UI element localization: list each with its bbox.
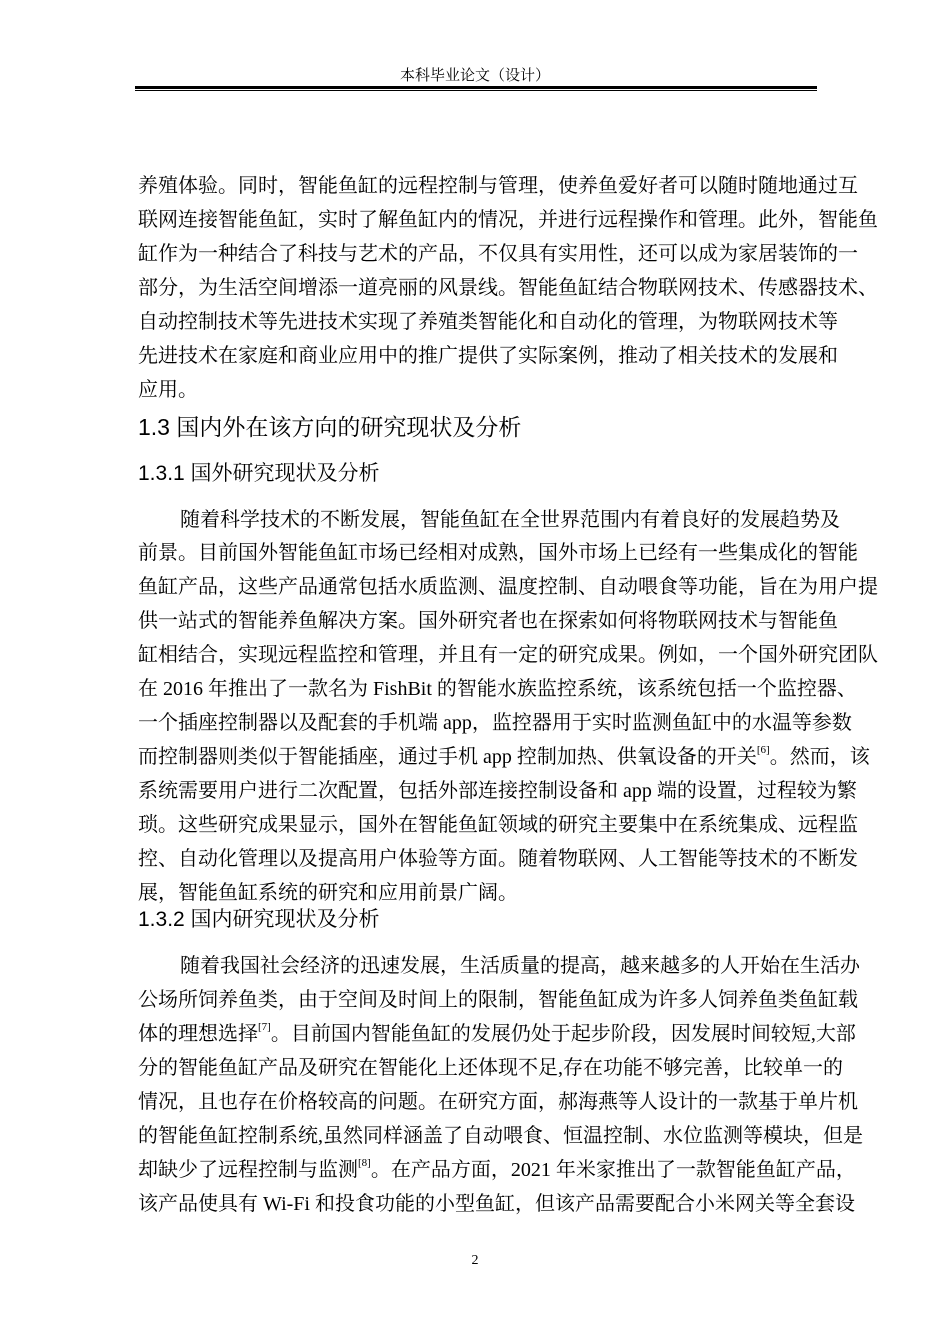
paragraph-line: 分的智能鱼缸产品及研究在智能化上还体现不足,存在功能不够完善，比较单一的 bbox=[138, 1057, 843, 1079]
line-text: 。然而，该 bbox=[769, 746, 870, 768]
paragraph-line: 联网连接智能鱼缸，实时了解鱼缸内的情况，并进行远程操作和管理。此外，智能鱼 bbox=[138, 209, 878, 231]
citation-reference[interactable]: [7] bbox=[258, 1021, 271, 1033]
subsection-heading: 1.3.1 国外研究现状及分析 bbox=[138, 462, 380, 485]
paragraph-line: 自动控制技术等先进技术实现了养殖类智能化和自动化的管理，为物联网技术等 bbox=[138, 311, 838, 333]
line-text: 。在产品方面，2021 年米家推出了一款智能鱼缸产品， bbox=[370, 1159, 856, 1181]
paragraph-line: 该产品使具有 Wi-Fi 和投食功能的小型鱼缸，但该产品需要配合小米网关等全套设 bbox=[138, 1193, 855, 1215]
line-text: 而控制器则类似于智能插座，通过手机 app 控制加热、供氧设备的开关 bbox=[138, 746, 757, 768]
line-text: 。目前国内智能鱼缸的发展仍处于起步阶段，因发展时间较短,大部 bbox=[270, 1023, 856, 1045]
paragraph-line: 缸相结合，实现远程监控和管理，并且有一定的研究成果。例如，一个国外研究团队 bbox=[138, 644, 878, 666]
paragraph-line: 系统需要用户进行二次配置，包括外部连接控制设备和 app 端的设置，过程较为繁 bbox=[138, 780, 857, 802]
paragraph-line: 琐。这些研究成果显示，国外在智能鱼缸领域的研究主要集中在系统集成、远程监 bbox=[138, 814, 858, 836]
citation-reference[interactable]: [6] bbox=[756, 744, 770, 756]
paragraph-line: 供一站式的智能养鱼解决方案。国外研究者也在探索如何将物联网技术与智能鱼 bbox=[138, 610, 838, 632]
paragraph-line: 随着我国社会经济的迅速发展，生活质量的提高，越来越多的人开始在生活办 bbox=[180, 955, 860, 977]
paragraph-line bbox=[138, 1020, 856, 1048]
paragraph-line: 情况，且也存在价格较高的问题。在研究方面，郝海燕等人设计的一款基于单片机 bbox=[138, 1091, 858, 1113]
paragraph-line: 在 2016 年推出了一款名为 FishBit 的智能水族监控系统，该系统包括一个监控器、 bbox=[138, 678, 857, 700]
paragraph-line: 部分，为生活空间增添一道亮丽的风景线。智能鱼缸结合物联网技术、传感器技术、 bbox=[138, 277, 878, 299]
running-header: 本科毕业论文（设计） bbox=[399, 68, 550, 84]
header-rule bbox=[135, 86, 817, 89]
section-heading: 1.3 国内外在该方向的研究现状及分析 bbox=[138, 414, 522, 440]
paragraph-line: 前景。目前国外智能鱼缸市场已经相对成熟，国外市场上已经有一些集成化的智能 bbox=[138, 542, 858, 564]
paragraph-line: 控、自动化管理以及提高用户体验等方面。随着物联网、人工智能等技术的不断发 bbox=[138, 848, 858, 870]
paragraph-line bbox=[138, 743, 870, 771]
paragraph-line: 一个插座控制器以及配套的手机端 app，监控器用于实时监测鱼缸中的水温等参数 bbox=[138, 712, 852, 734]
paragraph-line: 鱼缸产品，这些产品通常包括水质监测、温度控制、自动喂食等功能，旨在为用户提 bbox=[138, 576, 878, 598]
page-number: 2 bbox=[471, 1253, 479, 1268]
paragraph-line: 应用。 bbox=[138, 379, 198, 401]
paragraph-line: 展，智能鱼缸系统的研究和应用前景广阔。 bbox=[138, 882, 518, 904]
paragraph-line: 公场所饲养鱼类，由于空间及时间上的限制，智能鱼缸成为许多人饲养鱼类鱼缸载 bbox=[138, 989, 858, 1011]
line-text: 却缺少了远程控制与监测 bbox=[138, 1159, 358, 1181]
paragraph-line: 随着科学技术的不断发展，智能鱼缸在全世界范围内有着良好的发展趋势及 bbox=[180, 509, 840, 531]
paragraph-line: 缸作为一种结合了科技与艺术的产品，不仅具有实用性，还可以成为家居装饰的一 bbox=[138, 243, 858, 265]
paragraph-line: 养殖体验。同时，智能鱼缸的远程控制与管理，使养鱼爱好者可以随时随地通过互 bbox=[138, 175, 858, 197]
header-rule-thin bbox=[135, 90, 817, 91]
paragraph-line: 先进技术在家庭和商业应用中的推广提供了实际案例，推动了相关技术的发展和 bbox=[138, 345, 838, 367]
citation-reference[interactable]: [8] bbox=[358, 1157, 371, 1169]
line-text: 体的理想选择 bbox=[138, 1023, 258, 1045]
paragraph-line bbox=[138, 1156, 856, 1184]
subsection-heading: 1.3.2 国内研究现状及分析 bbox=[138, 908, 380, 931]
paragraph-line: 的智能鱼缸控制系统,虽然同样涵盖了自动喂食、恒温控制、水位监测等模块，但是 bbox=[138, 1125, 863, 1147]
